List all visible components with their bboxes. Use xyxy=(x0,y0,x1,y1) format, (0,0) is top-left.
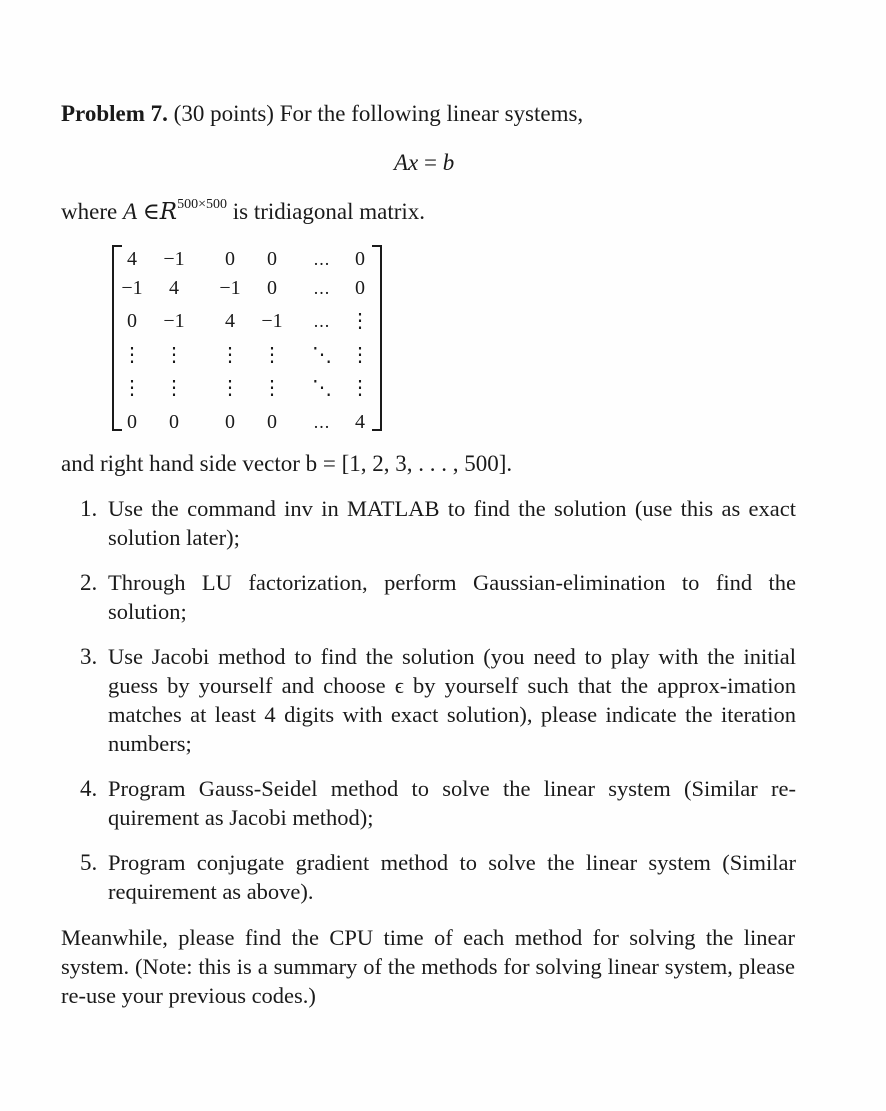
matrix-cell: 0 xyxy=(355,277,365,299)
matrix-cell: ⋮ xyxy=(122,377,142,399)
real-set-symbol: R xyxy=(159,199,178,225)
matrix-left-bracket xyxy=(112,245,122,431)
matrix-cell: ⋮ xyxy=(122,344,142,366)
matrix-cell: ⋮ xyxy=(164,344,184,366)
problem-intro: For the following linear systems, xyxy=(279,101,584,126)
matrix-cell: ... xyxy=(313,249,331,269)
matrix-cell: ⋮ xyxy=(220,377,240,399)
matrix-cell: 0 xyxy=(169,411,179,433)
problem-points: (30 points) xyxy=(173,101,274,126)
matrix-cell: ⋮ xyxy=(350,310,370,332)
display-equation xyxy=(394,148,454,177)
list-item-text: Use the command inv in MATLAB to find the solution (use this as exact solution later); xyxy=(108,496,796,550)
matrix-cell: 0 xyxy=(225,411,235,433)
tridiagonal-matrix xyxy=(112,243,382,433)
matrix-cell: ⋮ xyxy=(164,377,184,399)
where-prefix: where xyxy=(61,199,118,224)
where-suffix: is tridiagonal matrix. xyxy=(232,199,426,224)
matrix-cell: 0 xyxy=(267,248,277,270)
matrix-symbol: A xyxy=(122,199,137,224)
matrix-right-bracket xyxy=(372,245,382,431)
matrix-cell: ⋮ xyxy=(350,344,370,366)
where-line xyxy=(61,197,425,230)
item-number: 1. xyxy=(80,496,98,521)
matrix-cell: 0 xyxy=(267,411,277,433)
list-item-text: Program Gauss-Seidel method to solve the linear system (Similar re-quirement as Jacobi method); xyxy=(108,776,796,830)
matrix-cell: 4 xyxy=(127,248,137,270)
matrix-cell: 4 xyxy=(169,277,179,299)
closing-paragraph: Meanwhile, please find the CPU time of each method for solving the linear system. (Note: this is a summary of the methods for solving linear system, please re-use your previous codes.) xyxy=(61,925,795,1008)
equation-equals: = xyxy=(424,150,437,175)
matrix-cell: ... xyxy=(313,278,331,298)
matrix-cell: 4 xyxy=(355,411,365,433)
matrix-cell: 0 xyxy=(355,248,365,270)
list-item-text: Through LU factorization, perform Gaussian-elimination to find the solution; xyxy=(108,570,796,624)
rhs-vector-line: and right hand side vector b = [1, 2, 3, . . . , 500]. xyxy=(61,451,513,476)
matrix-cell: ⋱ xyxy=(312,377,332,399)
matrix-cell: −1 xyxy=(163,248,185,270)
item-number: 2. xyxy=(80,570,98,595)
matrix-cell: ... xyxy=(313,412,331,432)
matrix-cell: 0 xyxy=(225,248,235,270)
matrix-cell: 4 xyxy=(225,310,235,332)
matrix-cell: −1 xyxy=(219,277,241,299)
matrix-cell: ⋮ xyxy=(220,344,240,366)
matrix-cell: ⋮ xyxy=(262,344,282,366)
matrix-cell: ⋱ xyxy=(312,344,332,366)
problem-header xyxy=(61,99,583,128)
matrix-cell: −1 xyxy=(121,277,143,299)
element-of: ∈ xyxy=(142,199,160,224)
matrix-cell: −1 xyxy=(163,310,185,332)
matrix-dimensions: 500×500 xyxy=(177,197,228,212)
equation-lhs: Ax xyxy=(394,150,419,175)
equation-rhs: b xyxy=(442,150,455,175)
list-item-text: Program conjugate gradient method to solve the linear system (Similar requirement as above). xyxy=(108,850,796,904)
matrix-cell: ⋮ xyxy=(262,377,282,399)
matrix-cell: −1 xyxy=(261,310,283,332)
item-number: 5. xyxy=(80,850,98,875)
matrix-cell: 0 xyxy=(127,310,137,332)
matrix-cell: ⋮ xyxy=(350,377,370,399)
item-number: 4. xyxy=(80,776,98,801)
matrix-cell: 0 xyxy=(267,277,277,299)
item-number: 3. xyxy=(80,644,98,669)
problem-label: Problem 7. xyxy=(61,101,168,126)
matrix-cell: 0 xyxy=(127,411,137,433)
list-item-text: Use Jacobi method to find the solution (you need to play with the initial guess by yourself and choose ϵ by yourself such that the approx-imation matches at least 4 digits with exact solution), please indicate the iteration numbers; xyxy=(108,644,796,756)
matrix-cell: ... xyxy=(313,311,331,331)
